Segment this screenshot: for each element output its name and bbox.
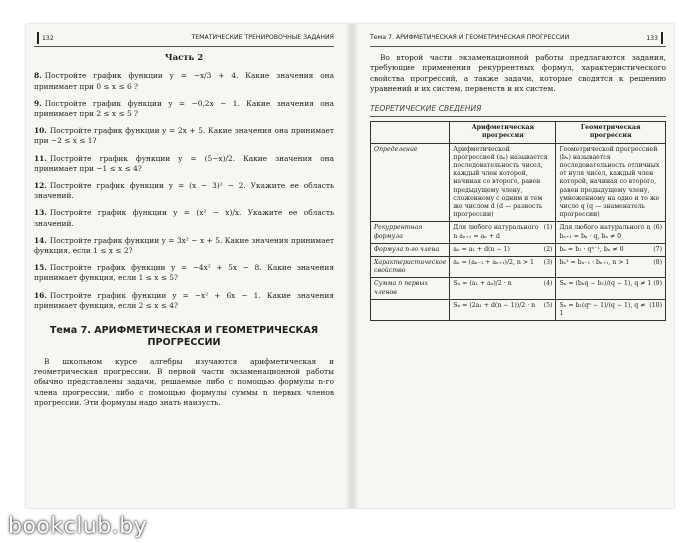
formula-number: (7) [653,245,662,253]
task-item [34,291,334,311]
right-page [370,32,666,500]
header-empty [371,122,450,143]
cell-text: Sₙ = (a₁ + aₙ)/2 · n [453,280,512,288]
formula-number: (8) [653,259,662,267]
theory-table-body [371,143,666,321]
row-label: Рекуррентная формула [371,222,450,243]
task-item [34,154,334,174]
geometric-cell [556,243,666,256]
task-number: 8. [34,71,42,81]
geometric-cell [556,278,666,299]
task-item [34,181,334,201]
theory-table-row [371,278,666,299]
task-text: Постройте график функции y = 3x² − x + 5. Какие значения принимает функция, если 1 ≤ x ≤ 2? [34,235,334,256]
theory-table-row [371,222,666,243]
formula-number: (1) [543,224,553,232]
left-intro-paragraph: В школьном курсе алгебры изучаются арифметическая и геометрическая прогрессии. В первой части экзаменационной работы обычно представлены задачи, решаемые либо с помощью формулы n-го члена прогрессии, либо с помощью формулы суммы n первых членов прогрессии. Эти формулы надо знать наизусть. [34,357,334,407]
row-label [371,299,450,320]
formula-number: (6) [653,224,662,232]
cell-text: bₙ² = bₙ₋₁ · bₙ₊₁, n > 1 [559,259,630,267]
task-list [34,71,334,311]
cell-text: Для любого натурального n aₙ₊₁ = aₙ + d [453,224,539,240]
cell-text: Sₙ = (2a₁ + d(n − 1))/2 · n [453,301,536,309]
book-gutter [345,24,359,508]
arithmetic-cell [450,143,556,222]
task-number: 14. [34,235,47,245]
task-item [34,71,334,91]
arithmetic-cell [450,222,556,243]
arithmetic-cell [450,243,556,256]
task-text: Постройте график функции y = −0,2x − 1. Какие значения она принимает при 2 ≤ x ≤ 5 ? [34,98,334,119]
task-text: Постройте график функции y = (x² − x)/x. Укажите ее область значений. [34,208,334,228]
cell-text: Sₙ = b₁(qⁿ − 1)/(q − 1), q ≠ 1 [559,301,646,318]
part-title: Часть 2 [164,53,204,64]
left-running-head [34,32,334,47]
formula-number: (9) [653,280,662,288]
cell-text: Геометрической прогрессией (bₙ) называется последовательность отличных от нуля чисел, каждый член которой, начиная со второго, равен предыдущему члену, умноженному на одно и то же число q (q — знаменатель прогрессии) [559,145,660,219]
arithmetic-cell [450,257,556,278]
formula-number: (10) [649,301,662,309]
formula-number: (2) [543,245,553,253]
task-text: Постройте график функции y = −x² + 6x − 1. Какие значения принимает функция, если 2 ≤ x ≤ 4? [34,290,334,310]
page-edge-mark [37,32,39,44]
geometric-cell [556,299,666,320]
task-number: 13. [34,208,47,218]
right-intro-paragraph: Во второй части экзаменационной работы предлагаются задания, требующие применения рекуррентных формул, характеристического свойства прогрессий, а также задачи, которые сводятся к решению уравнений и их систем, первенств и их систем. [370,53,666,93]
header-arithmetic: Арифметическая прогрессия [450,122,556,143]
section-heading: ТЕОРЕТИЧЕСКИЕ СВЕДЕНИЯ [370,104,666,117]
task-text: Постройте график функции y = 2x + 5. Какие значения она принимает при −2 ≤ x ≤ 1? [34,126,334,146]
task-item [34,208,334,228]
cell-text: bₙ = b₁ · qⁿ⁻¹, bₙ ≠ 0 [559,245,624,253]
geometric-cell [556,222,666,243]
right-running-head [370,32,666,47]
task-item [34,99,334,119]
watermark-logo: bookclub.by [8,514,148,539]
cell-text: aₙ = (aₙ₋₁ + aₙ₊₁)/2, n > 1 [453,259,534,267]
task-number: 16. [34,290,47,300]
geometric-cell [556,257,666,278]
book-spread [26,24,674,508]
row-label: Сумма n первых членов [371,278,450,299]
arithmetic-cell [450,299,556,320]
task-text: Постройте график функции y = (x − 3)² − 2. Укажите ее область значений. [34,181,334,201]
theory-table-row [371,143,666,222]
task-number: 12. [34,181,47,191]
task-text: Постройте график функции y = −4x² + 5x − 8. Какие значения принимает функция, если 1 ≤ x ≤ 5? [34,263,334,283]
page-edge-mark [661,32,663,44]
formula-number: (3) [543,259,553,267]
right-running-title: Тема 7. АРИФМЕТИЧЕСКАЯ И ГЕОМЕТРИЧЕСКАЯ ПРОГРЕССИИ [370,34,570,41]
task-number: 9. [34,98,42,108]
task-number: 10. [34,126,47,136]
task-text: Постройте график функции y = (5−x)/2. Какие значения она принимает при −1 ≤ x ≤ 4? [34,153,334,173]
task-item [34,126,334,146]
task-item [34,263,334,283]
cell-text: aₙ = a₁ + d(n − 1) [453,245,510,253]
task-item [34,236,334,256]
theory-table-row [371,299,666,320]
left-page [34,32,334,500]
arithmetic-cell [450,278,556,299]
cell-text: Арифметической прогрессией (aₙ) называется последовательность чисел, каждый член которой, начиная со второго, равен предыдущему члену, сложенному с одним и тем же числом d (d — разность прогрессии) [453,145,548,219]
theory-table-row [371,243,666,256]
row-label: Определение [371,143,450,222]
formula-number: (5) [543,301,553,309]
task-text: Постройте график функции y = −x/3 + 4. Какие значения она принимает при 0 ≤ x ≤ 6 ? [34,71,334,91]
left-page-number: 132 [34,32,54,44]
left-running-title: ТЕМАТИЧЕСКИЕ ТРЕНИРОВОЧНЫЕ ЗАДАНИЯ [191,34,334,41]
row-label: Формула n-го члена [371,243,450,256]
row-label: Характеристическое свойство [371,257,450,278]
geometric-cell [556,143,666,222]
theory-table-header [371,122,666,143]
cell-text: Sₙ = (bₙq − b₁)/(q − 1), q ≠ 1 [559,280,652,288]
task-number: 11. [34,153,47,163]
theory-table [370,121,666,321]
cell-text: Для любого натурального n bₙ₊₁ = bₙ · q, bₙ ≠ 0 [559,224,651,240]
task-number: 15. [34,263,47,273]
right-page-number: 133 [646,32,666,44]
header-geometric: Геометрическая прогрессия [556,122,666,143]
theory-table-row [371,257,666,278]
topic-title: Тема 7. АРИФМЕТИЧЕСКАЯ И ГЕОМЕТРИЧЕСКАЯ ПРОГРЕССИИ [49,325,319,349]
formula-number: (4) [543,280,553,288]
